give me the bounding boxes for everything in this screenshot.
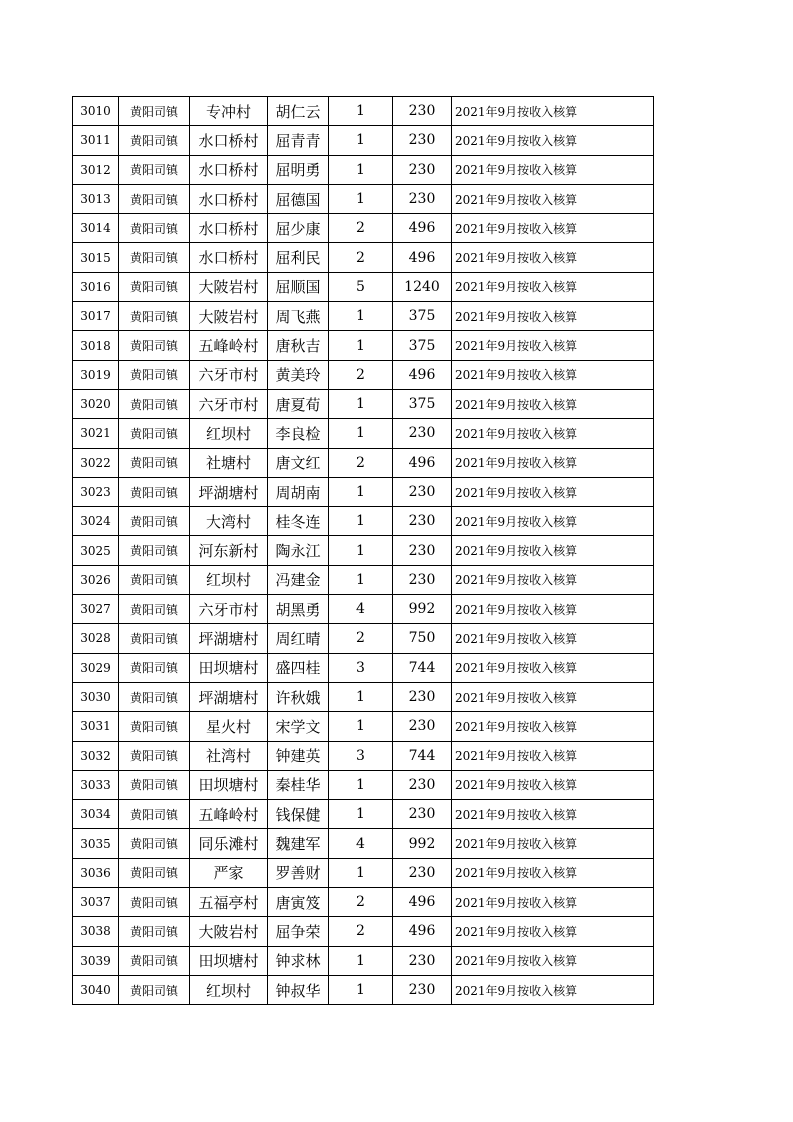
note-cell: 2021年9月按收入核算 [452, 624, 654, 653]
town-cell: 黄阳司镇 [119, 653, 190, 682]
village-cell: 五福亭村 [190, 888, 268, 917]
table-row [73, 448, 654, 477]
name-cell: 许秋娥 [268, 682, 329, 711]
village-cell: 六牙市村 [190, 389, 268, 418]
amount-cell: 744 [393, 653, 452, 682]
name-cell: 李良检 [268, 419, 329, 448]
note-cell: 2021年9月按收入核算 [452, 448, 654, 477]
note-cell: 2021年9月按收入核算 [452, 389, 654, 418]
note-cell: 2021年9月按收入核算 [452, 97, 654, 126]
household-count-cell: 2 [329, 888, 393, 917]
household-count-cell: 2 [329, 624, 393, 653]
table-row [73, 360, 654, 389]
record-id-cell: 3030 [73, 682, 119, 711]
town-cell: 黄阳司镇 [119, 214, 190, 243]
record-id-cell: 3021 [73, 419, 119, 448]
records-table-body [73, 97, 654, 1005]
household-count-cell: 1 [329, 155, 393, 184]
amount-cell: 992 [393, 595, 452, 624]
town-cell: 黄阳司镇 [119, 507, 190, 536]
amount-cell: 230 [393, 155, 452, 184]
household-count-cell: 2 [329, 243, 393, 272]
household-count-cell: 1 [329, 126, 393, 155]
record-id-cell: 3028 [73, 624, 119, 653]
household-count-cell: 3 [329, 653, 393, 682]
record-id-cell: 3023 [73, 477, 119, 506]
record-id-cell: 3038 [73, 917, 119, 946]
table-row [73, 477, 654, 506]
town-cell: 黄阳司镇 [119, 624, 190, 653]
town-cell: 黄阳司镇 [119, 331, 190, 360]
household-count-cell: 1 [329, 975, 393, 1004]
village-cell: 社湾村 [190, 741, 268, 770]
name-cell: 周胡南 [268, 477, 329, 506]
town-cell: 黄阳司镇 [119, 184, 190, 213]
amount-cell: 375 [393, 389, 452, 418]
table-row [73, 653, 654, 682]
household-count-cell: 4 [329, 595, 393, 624]
town-cell: 黄阳司镇 [119, 243, 190, 272]
note-cell: 2021年9月按收入核算 [452, 888, 654, 917]
town-cell: 黄阳司镇 [119, 389, 190, 418]
name-cell: 屈利民 [268, 243, 329, 272]
household-count-cell: 1 [329, 946, 393, 975]
village-cell: 专冲村 [190, 97, 268, 126]
town-cell: 黄阳司镇 [119, 595, 190, 624]
amount-cell: 496 [393, 917, 452, 946]
note-cell: 2021年9月按收入核算 [452, 507, 654, 536]
town-cell: 黄阳司镇 [119, 682, 190, 711]
amount-cell: 230 [393, 126, 452, 155]
name-cell: 屈青青 [268, 126, 329, 155]
note-cell: 2021年9月按收入核算 [452, 770, 654, 799]
note-cell: 2021年9月按收入核算 [452, 360, 654, 389]
record-id-cell: 3019 [73, 360, 119, 389]
town-cell: 黄阳司镇 [119, 770, 190, 799]
amount-cell: 496 [393, 888, 452, 917]
town-cell: 黄阳司镇 [119, 536, 190, 565]
household-count-cell: 1 [329, 536, 393, 565]
town-cell: 黄阳司镇 [119, 829, 190, 858]
table-row [73, 800, 654, 829]
household-count-cell: 1 [329, 507, 393, 536]
note-cell: 2021年9月按收入核算 [452, 595, 654, 624]
note-cell: 2021年9月按收入核算 [452, 712, 654, 741]
village-cell: 五峰岭村 [190, 331, 268, 360]
table-row [73, 565, 654, 594]
village-cell: 水口桥村 [190, 243, 268, 272]
name-cell: 屈争荣 [268, 917, 329, 946]
record-id-cell: 3026 [73, 565, 119, 594]
note-cell: 2021年9月按收入核算 [452, 184, 654, 213]
name-cell: 秦桂华 [268, 770, 329, 799]
record-id-cell: 3027 [73, 595, 119, 624]
name-cell: 罗善财 [268, 858, 329, 887]
name-cell: 钟求林 [268, 946, 329, 975]
name-cell: 周飞燕 [268, 302, 329, 331]
table-row [73, 682, 654, 711]
name-cell: 屈德国 [268, 184, 329, 213]
village-cell: 大陂岩村 [190, 272, 268, 301]
table-row [73, 917, 654, 946]
household-count-cell: 1 [329, 477, 393, 506]
village-cell: 水口桥村 [190, 126, 268, 155]
name-cell: 屈少康 [268, 214, 329, 243]
town-cell: 黄阳司镇 [119, 888, 190, 917]
note-cell: 2021年9月按收入核算 [452, 858, 654, 887]
note-cell: 2021年9月按收入核算 [452, 565, 654, 594]
amount-cell: 230 [393, 800, 452, 829]
town-cell: 黄阳司镇 [119, 477, 190, 506]
record-id-cell: 3016 [73, 272, 119, 301]
record-id-cell: 3018 [73, 331, 119, 360]
amount-cell: 230 [393, 770, 452, 799]
records-table [72, 96, 654, 1005]
table-row [73, 770, 654, 799]
town-cell: 黄阳司镇 [119, 800, 190, 829]
note-cell: 2021年9月按收入核算 [452, 302, 654, 331]
village-cell: 同乐滩村 [190, 829, 268, 858]
town-cell: 黄阳司镇 [119, 126, 190, 155]
village-cell: 田坝塘村 [190, 946, 268, 975]
village-cell: 河东新村 [190, 536, 268, 565]
amount-cell: 744 [393, 741, 452, 770]
record-id-cell: 3022 [73, 448, 119, 477]
amount-cell: 230 [393, 477, 452, 506]
table-row [73, 214, 654, 243]
amount-cell: 230 [393, 536, 452, 565]
record-id-cell: 3013 [73, 184, 119, 213]
name-cell: 宋学文 [268, 712, 329, 741]
table-row [73, 243, 654, 272]
village-cell: 水口桥村 [190, 214, 268, 243]
note-cell: 2021年9月按收入核算 [452, 155, 654, 184]
amount-cell: 496 [393, 448, 452, 477]
amount-cell: 230 [393, 184, 452, 213]
note-cell: 2021年9月按收入核算 [452, 536, 654, 565]
name-cell: 钱保健 [268, 800, 329, 829]
village-cell: 大湾村 [190, 507, 268, 536]
note-cell: 2021年9月按收入核算 [452, 800, 654, 829]
note-cell: 2021年9月按收入核算 [452, 741, 654, 770]
amount-cell: 496 [393, 360, 452, 389]
amount-cell: 1240 [393, 272, 452, 301]
town-cell: 黄阳司镇 [119, 448, 190, 477]
table-row [73, 126, 654, 155]
household-count-cell: 3 [329, 741, 393, 770]
note-cell: 2021年9月按收入核算 [452, 214, 654, 243]
amount-cell: 230 [393, 507, 452, 536]
amount-cell: 992 [393, 829, 452, 858]
table-row [73, 419, 654, 448]
name-cell: 钟建英 [268, 741, 329, 770]
town-cell: 黄阳司镇 [119, 419, 190, 448]
table-row [73, 946, 654, 975]
town-cell: 黄阳司镇 [119, 917, 190, 946]
table-row [73, 536, 654, 565]
household-count-cell: 2 [329, 448, 393, 477]
town-cell: 黄阳司镇 [119, 302, 190, 331]
note-cell: 2021年9月按收入核算 [452, 829, 654, 858]
amount-cell: 230 [393, 946, 452, 975]
amount-cell: 496 [393, 214, 452, 243]
note-cell: 2021年9月按收入核算 [452, 419, 654, 448]
note-cell: 2021年9月按收入核算 [452, 243, 654, 272]
note-cell: 2021年9月按收入核算 [452, 917, 654, 946]
amount-cell: 230 [393, 858, 452, 887]
amount-cell: 496 [393, 243, 452, 272]
household-count-cell: 1 [329, 184, 393, 213]
table-row [73, 741, 654, 770]
note-cell: 2021年9月按收入核算 [452, 477, 654, 506]
village-cell: 水口桥村 [190, 184, 268, 213]
village-cell: 田坝塘村 [190, 653, 268, 682]
record-id-cell: 3034 [73, 800, 119, 829]
village-cell: 大陂岩村 [190, 302, 268, 331]
record-id-cell: 3020 [73, 389, 119, 418]
household-count-cell: 1 [329, 331, 393, 360]
village-cell: 六牙市村 [190, 360, 268, 389]
record-id-cell: 3036 [73, 858, 119, 887]
name-cell: 魏建军 [268, 829, 329, 858]
village-cell: 大陂岩村 [190, 917, 268, 946]
table-row [73, 331, 654, 360]
table-row [73, 389, 654, 418]
name-cell: 唐寅笈 [268, 888, 329, 917]
name-cell: 胡黑勇 [268, 595, 329, 624]
town-cell: 黄阳司镇 [119, 155, 190, 184]
name-cell: 盛四桂 [268, 653, 329, 682]
town-cell: 黄阳司镇 [119, 858, 190, 887]
table-row [73, 302, 654, 331]
table-row [73, 712, 654, 741]
record-id-cell: 3010 [73, 97, 119, 126]
village-cell: 坪湖塘村 [190, 682, 268, 711]
note-cell: 2021年9月按收入核算 [452, 331, 654, 360]
village-cell: 坪湖塘村 [190, 477, 268, 506]
town-cell: 黄阳司镇 [119, 975, 190, 1004]
household-count-cell: 1 [329, 712, 393, 741]
name-cell: 陶永江 [268, 536, 329, 565]
household-count-cell: 1 [329, 565, 393, 594]
village-cell: 红坝村 [190, 419, 268, 448]
record-id-cell: 3032 [73, 741, 119, 770]
village-cell: 六牙市村 [190, 595, 268, 624]
record-id-cell: 3012 [73, 155, 119, 184]
village-cell: 水口桥村 [190, 155, 268, 184]
village-cell: 五峰岭村 [190, 800, 268, 829]
table-row [73, 624, 654, 653]
name-cell: 胡仁云 [268, 97, 329, 126]
note-cell: 2021年9月按收入核算 [452, 946, 654, 975]
table-row [73, 858, 654, 887]
record-id-cell: 3025 [73, 536, 119, 565]
name-cell: 冯建金 [268, 565, 329, 594]
record-id-cell: 3014 [73, 214, 119, 243]
village-cell: 坪湖塘村 [190, 624, 268, 653]
name-cell: 唐文红 [268, 448, 329, 477]
household-count-cell: 5 [329, 272, 393, 301]
village-cell: 田坝塘村 [190, 770, 268, 799]
village-cell: 严家 [190, 858, 268, 887]
table-row [73, 888, 654, 917]
household-count-cell: 2 [329, 917, 393, 946]
household-count-cell: 1 [329, 770, 393, 799]
record-id-cell: 3029 [73, 653, 119, 682]
name-cell: 唐夏荀 [268, 389, 329, 418]
amount-cell: 230 [393, 975, 452, 1004]
table-row [73, 975, 654, 1004]
record-id-cell: 3017 [73, 302, 119, 331]
record-id-cell: 3037 [73, 888, 119, 917]
town-cell: 黄阳司镇 [119, 565, 190, 594]
table-row [73, 184, 654, 213]
amount-cell: 375 [393, 331, 452, 360]
town-cell: 黄阳司镇 [119, 741, 190, 770]
record-id-cell: 3011 [73, 126, 119, 155]
name-cell: 屈明勇 [268, 155, 329, 184]
household-count-cell: 1 [329, 302, 393, 331]
household-count-cell: 1 [329, 682, 393, 711]
table-row [73, 272, 654, 301]
record-id-cell: 3033 [73, 770, 119, 799]
amount-cell: 230 [393, 712, 452, 741]
name-cell: 屈顺国 [268, 272, 329, 301]
village-cell: 星火村 [190, 712, 268, 741]
village-cell: 红坝村 [190, 975, 268, 1004]
name-cell: 唐秋吉 [268, 331, 329, 360]
record-id-cell: 3039 [73, 946, 119, 975]
note-cell: 2021年9月按收入核算 [452, 975, 654, 1004]
town-cell: 黄阳司镇 [119, 360, 190, 389]
amount-cell: 230 [393, 97, 452, 126]
household-count-cell: 2 [329, 360, 393, 389]
household-count-cell: 4 [329, 829, 393, 858]
town-cell: 黄阳司镇 [119, 946, 190, 975]
note-cell: 2021年9月按收入核算 [452, 272, 654, 301]
village-cell: 社塘村 [190, 448, 268, 477]
amount-cell: 750 [393, 624, 452, 653]
spreadsheet-page [72, 96, 654, 1005]
household-count-cell: 1 [329, 800, 393, 829]
town-cell: 黄阳司镇 [119, 97, 190, 126]
village-cell: 红坝村 [190, 565, 268, 594]
household-count-cell: 1 [329, 858, 393, 887]
table-row [73, 595, 654, 624]
table-row [73, 155, 654, 184]
amount-cell: 230 [393, 682, 452, 711]
record-id-cell: 3015 [73, 243, 119, 272]
record-id-cell: 3024 [73, 507, 119, 536]
amount-cell: 375 [393, 302, 452, 331]
household-count-cell: 2 [329, 214, 393, 243]
note-cell: 2021年9月按收入核算 [452, 126, 654, 155]
household-count-cell: 1 [329, 419, 393, 448]
record-id-cell: 3035 [73, 829, 119, 858]
amount-cell: 230 [393, 419, 452, 448]
household-count-cell: 1 [329, 389, 393, 418]
name-cell: 桂冬连 [268, 507, 329, 536]
record-id-cell: 3031 [73, 712, 119, 741]
name-cell: 周红晴 [268, 624, 329, 653]
amount-cell: 230 [393, 565, 452, 594]
table-row [73, 507, 654, 536]
note-cell: 2021年9月按收入核算 [452, 653, 654, 682]
town-cell: 黄阳司镇 [119, 272, 190, 301]
name-cell: 黄美玲 [268, 360, 329, 389]
table-row [73, 829, 654, 858]
household-count-cell: 1 [329, 97, 393, 126]
record-id-cell: 3040 [73, 975, 119, 1004]
name-cell: 钟叔华 [268, 975, 329, 1004]
note-cell: 2021年9月按收入核算 [452, 682, 654, 711]
town-cell: 黄阳司镇 [119, 712, 190, 741]
table-row [73, 97, 654, 126]
